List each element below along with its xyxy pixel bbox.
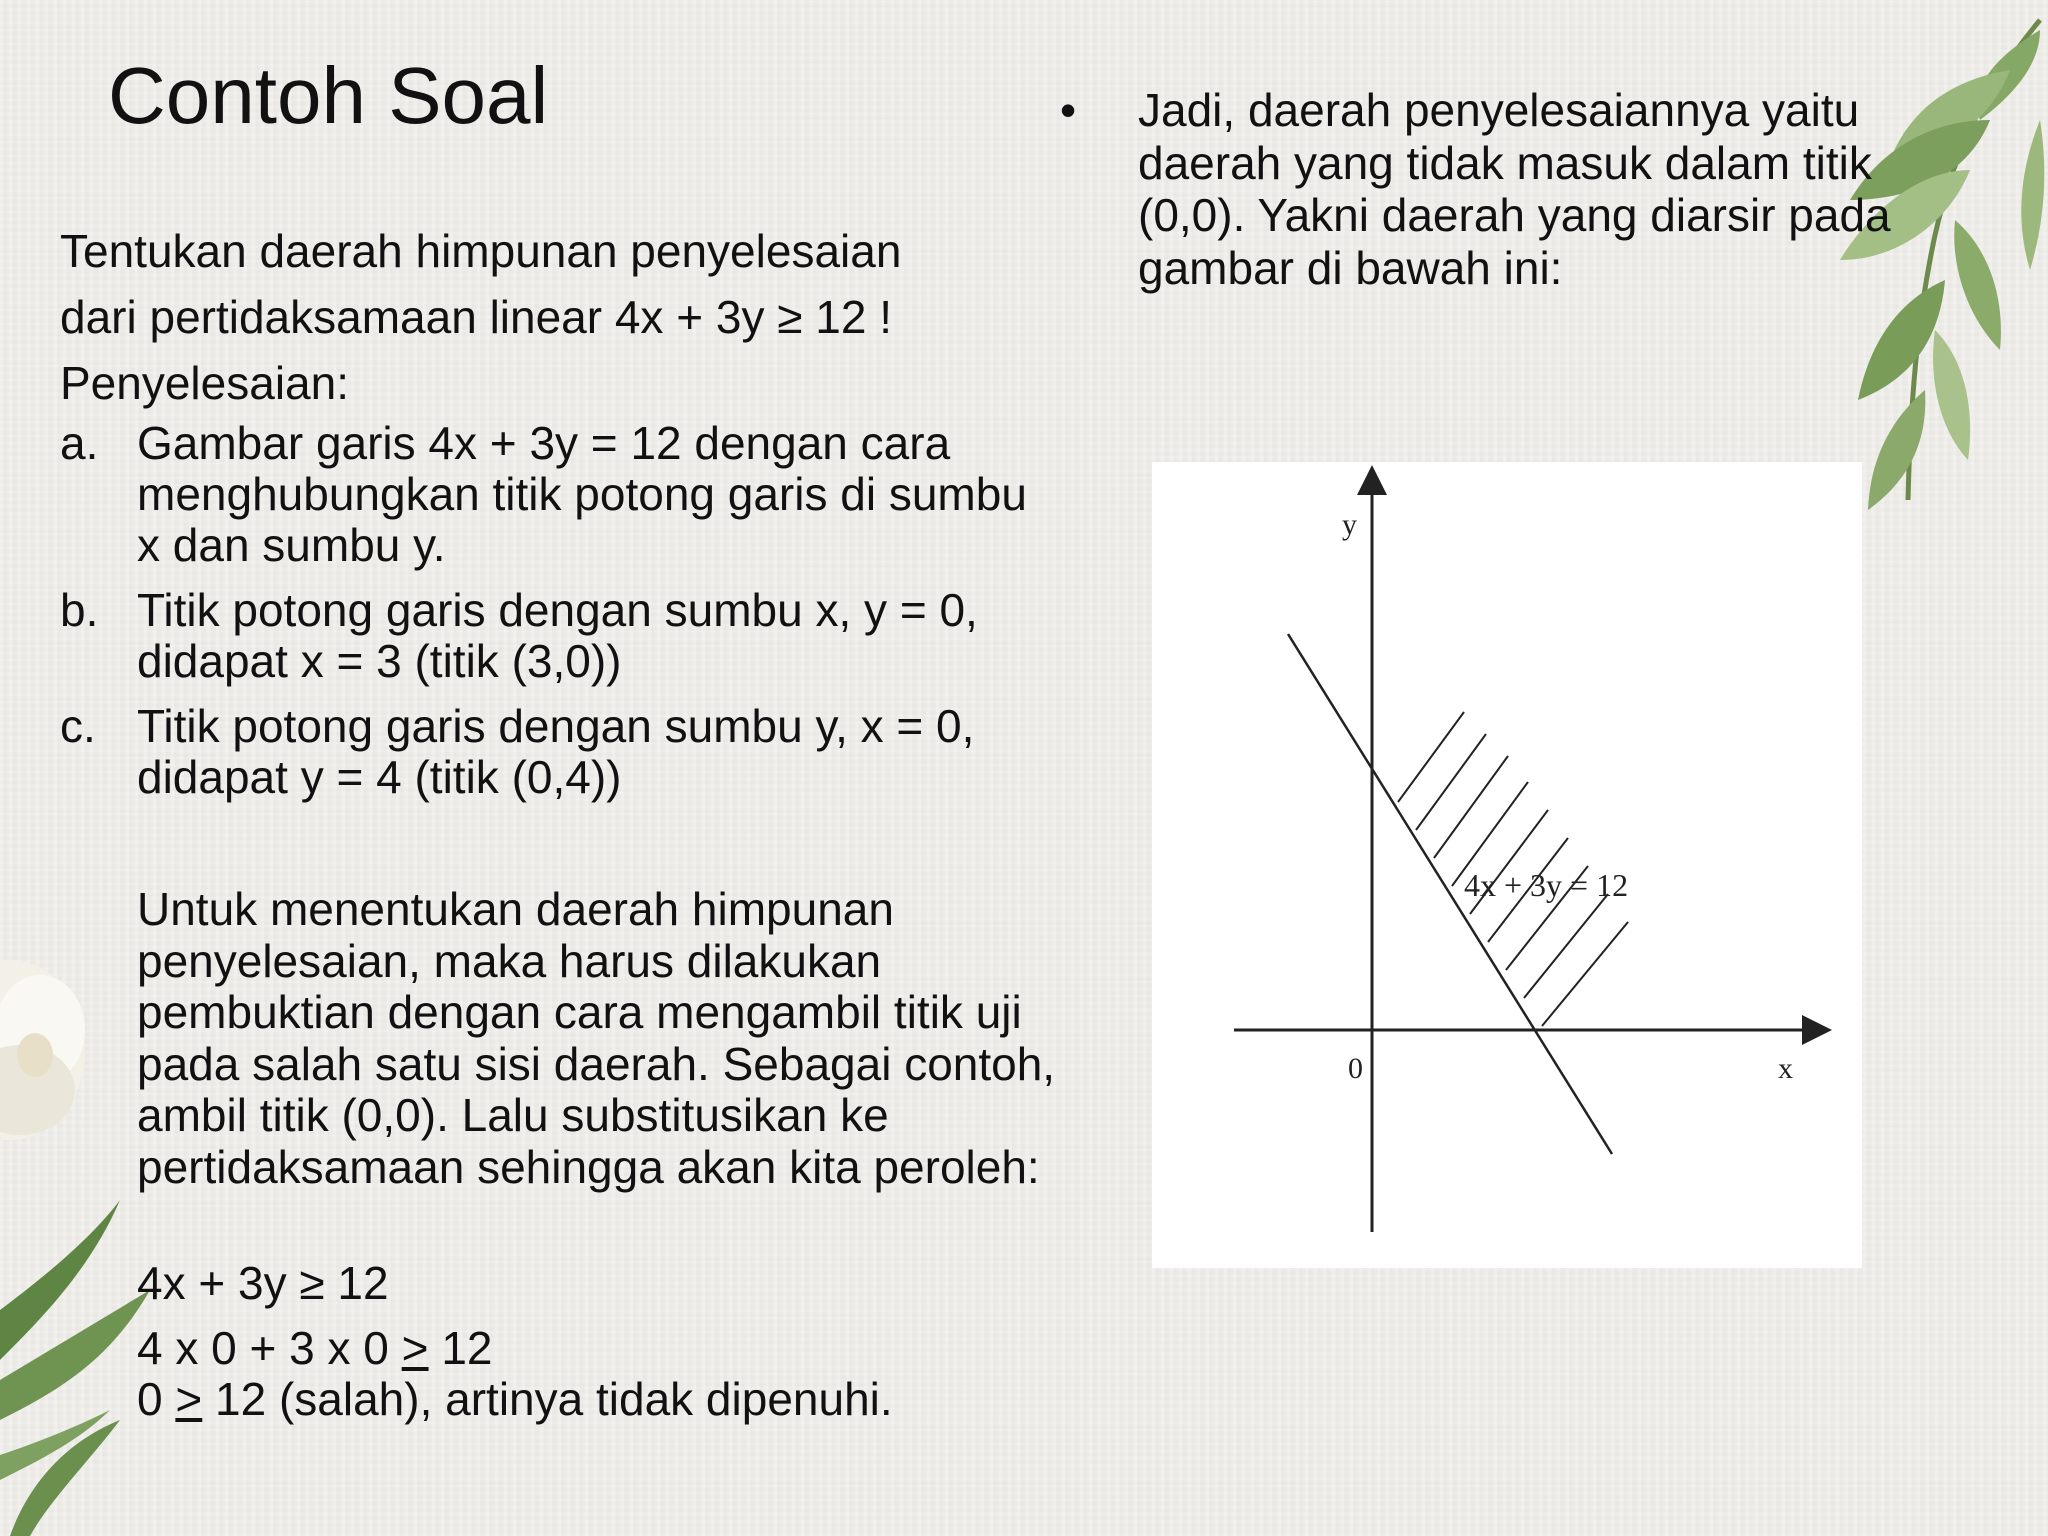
step-marker: b. <box>60 584 99 636</box>
x-axis-label: x <box>1778 1052 1793 1085</box>
eq2-symbol: > <box>401 1322 429 1374</box>
bullet-icon: • <box>1060 84 1077 136</box>
eq2-left: 4 x 0 + 3 x 0 <box>137 1322 402 1374</box>
step-text: Gambar garis 4x + 3y = 12 dengan cara menghubungkan titik potong garis di sumbu x dan sumbu y. <box>137 417 1027 571</box>
slide-title: Contoh Soal <box>108 51 549 140</box>
step-c <box>60 701 1060 803</box>
origin-label: 0 <box>1348 1052 1363 1085</box>
y-axis-label: y <box>1342 508 1357 541</box>
step-marker: a. <box>60 417 99 469</box>
step-text: Titik potong garis dengan sumbu x, y = 0, didapat x = 3 (titik (3,0)) <box>137 584 978 687</box>
proof-paragraph: Untuk menentukan daerah himpunan penyelesaian, maka harus dilakukan pembuktian dengan cara mengambil titik uji pada salah satu sisi daerah. Sebagai contoh, ambil titik (0,0). Lalu substitusikan ke pertidaksamaan sehingga akan kita peroleh: <box>137 883 1056 1193</box>
graph-svg <box>1152 462 1862 1268</box>
step-a <box>60 418 1060 571</box>
problem-line-2: dari pertidaksamaan linear 4x + 3y ≥ 12 ! <box>60 291 892 343</box>
graph-figure <box>1152 462 1862 1268</box>
step-b <box>60 585 1060 687</box>
conclusion-text: Jadi, daerah penyelesaiannya yaitu daerah yang tidak masuk dalam titik (0,0). Yakni daerah yang diarsir pada gambar di bawah ini: <box>1138 84 1891 294</box>
equation-line-2 <box>137 1323 893 1374</box>
flower-decoration-bottom-left <box>0 940 160 1536</box>
eq3-symbol: > <box>175 1373 203 1425</box>
problem-statement <box>60 218 1060 416</box>
step-marker: c. <box>60 700 96 752</box>
eq3-left: 0 <box>137 1373 176 1425</box>
equation-line-3 <box>137 1374 893 1425</box>
step-text: Titik potong garis dengan sumbu y, x = 0, didapat y = 4 (titik (0,4)) <box>137 700 975 803</box>
equation-inequality: 4x + 3y ≥ 12 <box>137 1257 389 1309</box>
eq3-right: 12 (salah), artinya tidak dipenuhi. <box>202 1373 893 1425</box>
problem-line-1: Tentukan daerah himpunan penyelesaian <box>60 225 902 277</box>
solution-steps <box>60 418 1060 817</box>
eq2-right: 12 <box>428 1322 493 1374</box>
equation-substitution <box>137 1323 893 1425</box>
line-equation-label: 4x + 3y = 12 <box>1464 867 1629 903</box>
solution-label: Penyelesaian: <box>60 357 349 409</box>
